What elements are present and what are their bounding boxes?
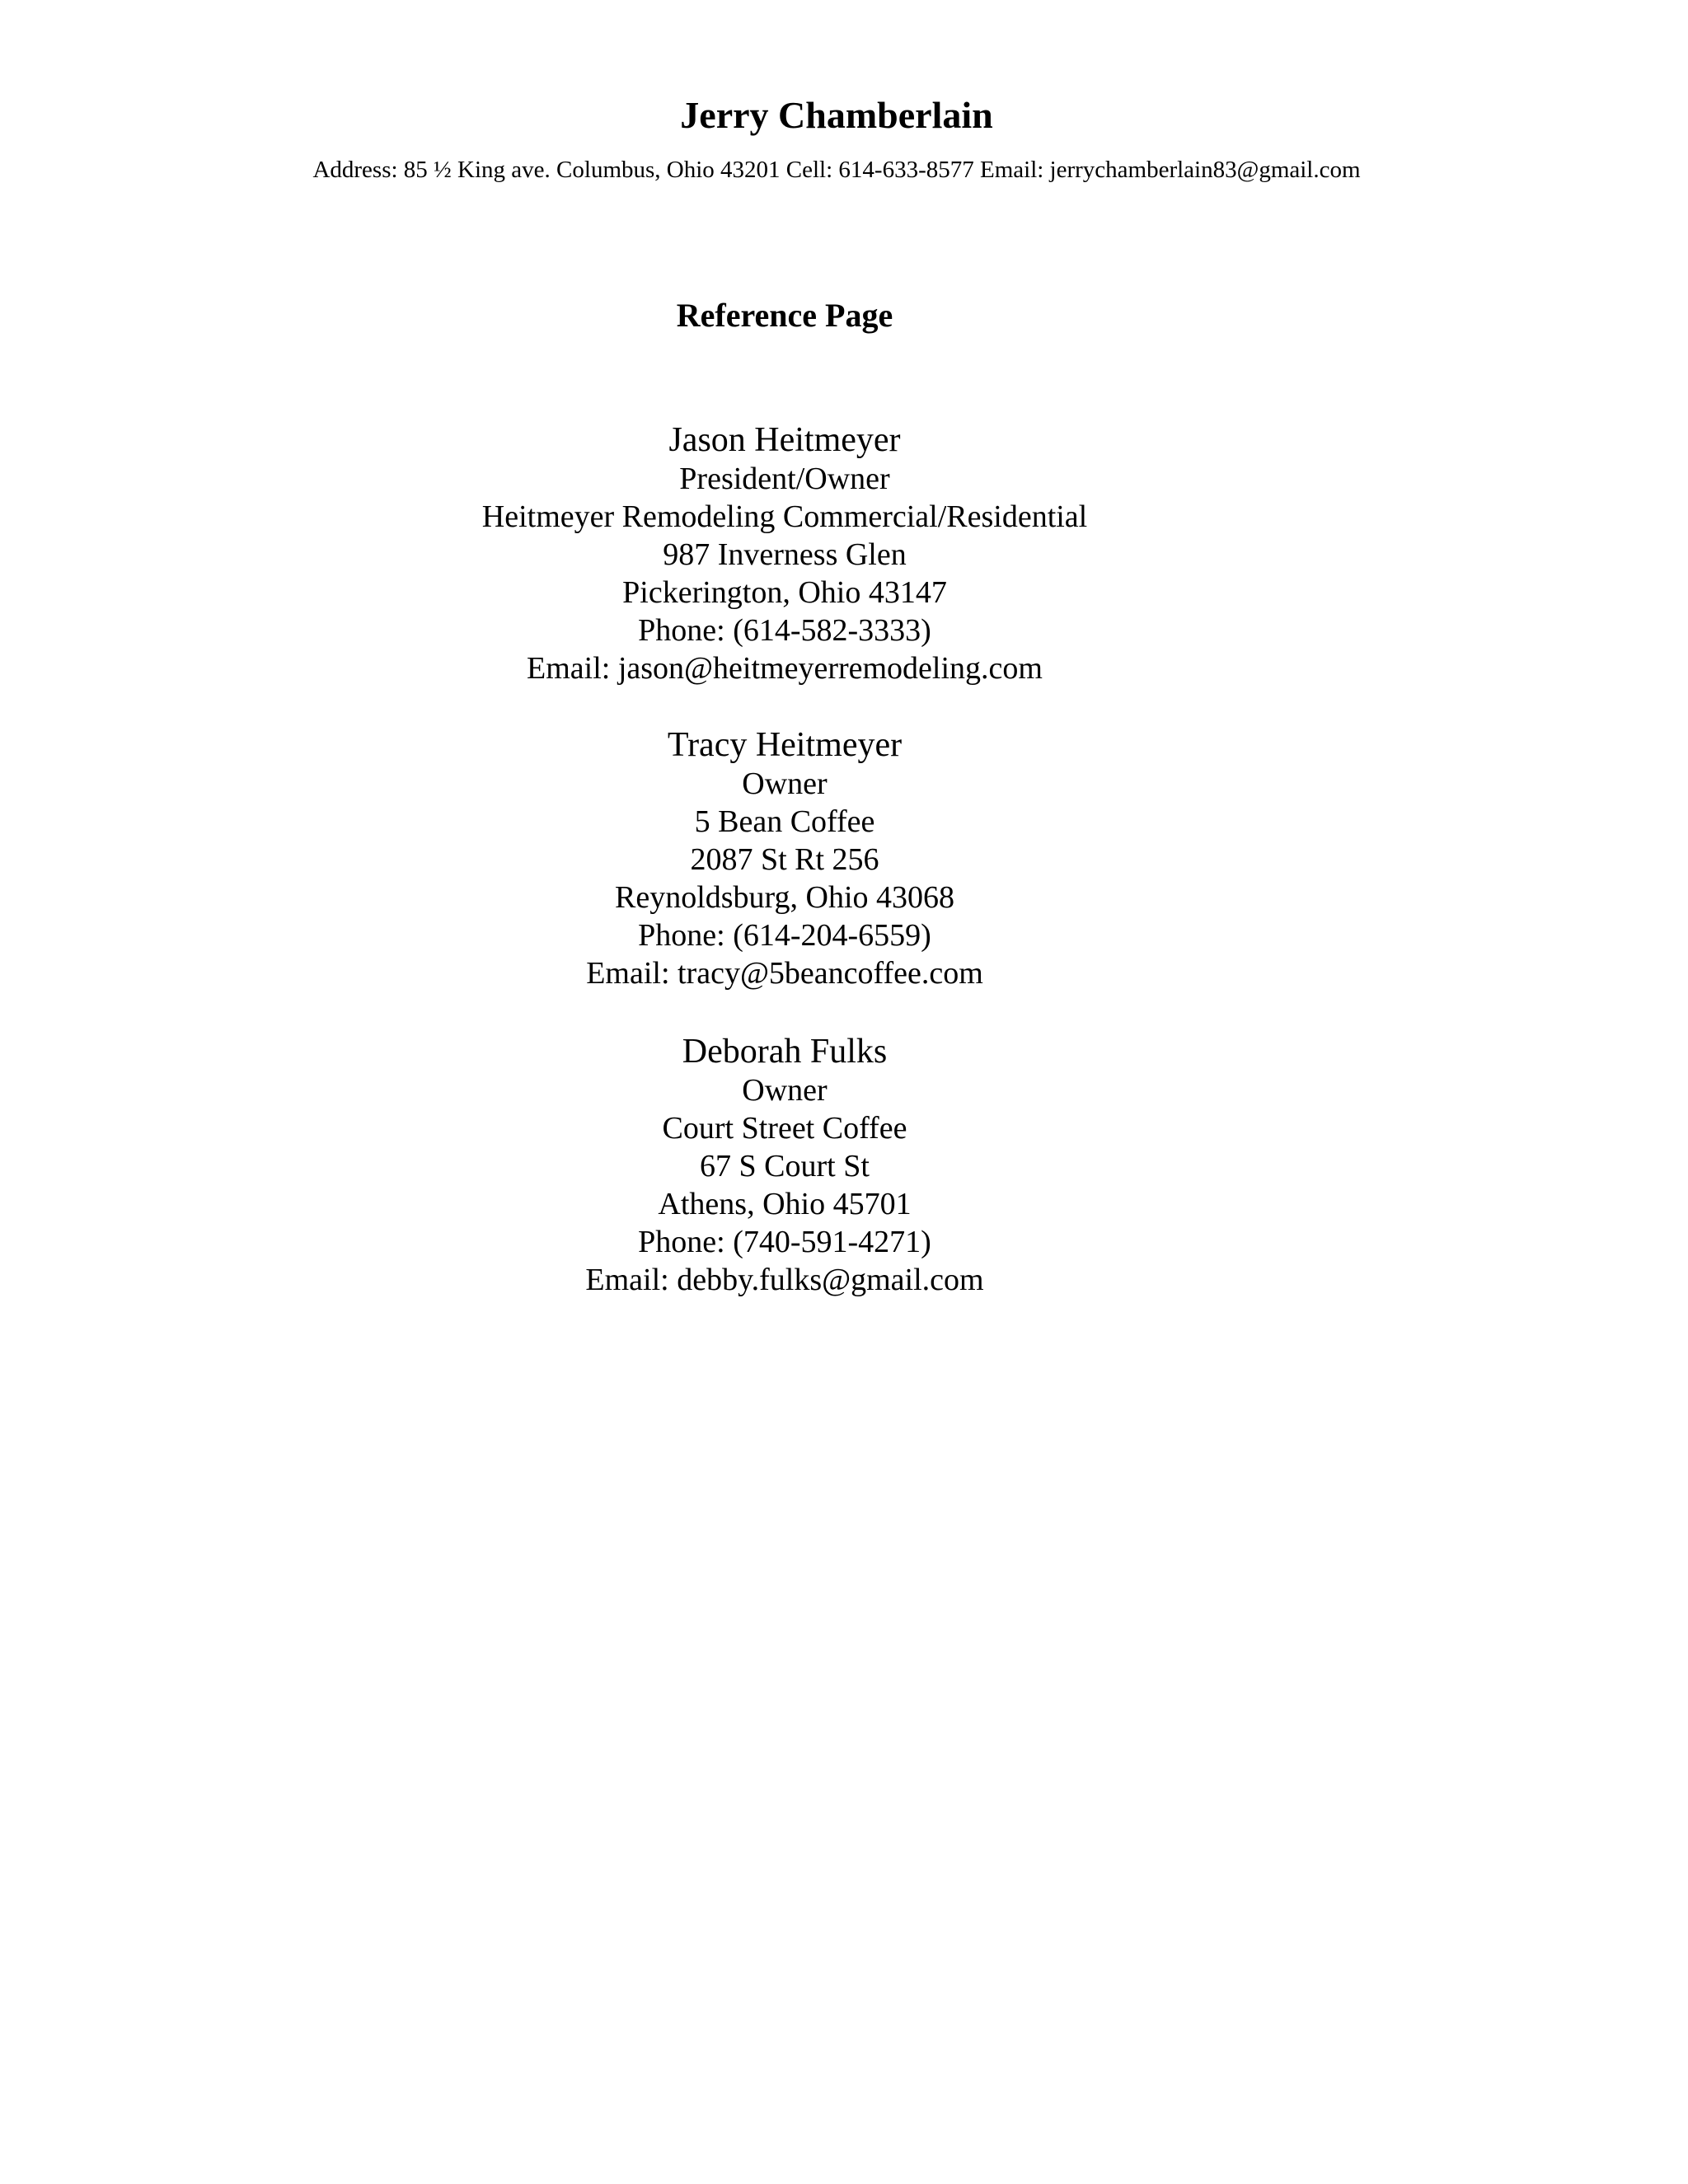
reference-email: Email: tracy@5beancoffee.com (586, 956, 983, 991)
reference-title: President/Owner (679, 462, 890, 496)
reference-title: Owner (742, 766, 828, 801)
reference-company: Heitmeyer Remodeling Commercial/Residential (481, 499, 1088, 534)
reference-name: Deborah Fulks (682, 1033, 888, 1071)
applicant-name: Jerry Chamberlain (680, 94, 993, 136)
reference-phone: Phone: (614-582-3333) (638, 613, 931, 648)
reference-city: Pickerington, Ohio 43147 (622, 575, 947, 610)
reference-block-3 (0, 1032, 1569, 1299)
reference-block-2 (0, 725, 1569, 992)
reference-email: Email: debby.fulks@gmail.com (585, 1263, 984, 1297)
page-title: Reference Page (676, 297, 893, 334)
reference-company: Court Street Coffee (662, 1111, 907, 1146)
reference-city: Athens, Ohio 45701 (658, 1187, 912, 1221)
reference-street: 67 S Court St (700, 1149, 870, 1183)
reference-name: Jason Heitmeyer (668, 421, 901, 459)
reference-block-1 (0, 420, 1569, 687)
reference-phone: Phone: (740-591-4271) (638, 1225, 931, 1259)
reference-city: Reynoldsburg, Ohio 43068 (614, 880, 955, 915)
reference-name: Tracy Heitmeyer (667, 726, 903, 764)
applicant-contact-line: Address: 85 ½ King ave. Columbus, Ohio 43201 Cell: 614-633-8577 Email: jerrychamberlain83@gmail.com (312, 157, 1361, 183)
reference-phone: Phone: (614-204-6559) (638, 918, 931, 953)
reference-street: 2087 St Rt 256 (690, 842, 879, 877)
reference-company: 5 Bean Coffee (694, 804, 875, 839)
reference-email: Email: jason@heitmeyerremodeling.com (527, 651, 1043, 686)
reference-street: 987 Inverness Glen (663, 537, 907, 572)
reference-title: Owner (742, 1073, 828, 1108)
